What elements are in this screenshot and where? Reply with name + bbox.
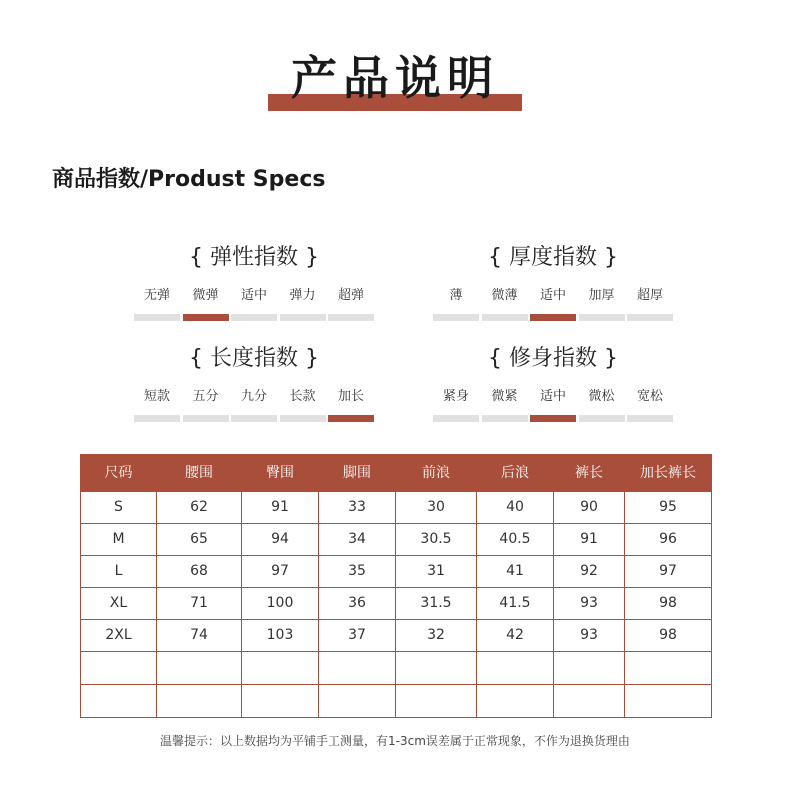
index-level-label: 超厚: [636, 288, 663, 303]
index-level: [433, 388, 479, 428]
table-cell: [625, 651, 712, 684]
index-level-bar-active: [183, 314, 229, 321]
table-cell: [242, 651, 319, 684]
table-header-cell: 腰围: [157, 454, 242, 491]
table-header-cell: 臀围: [242, 454, 319, 491]
index-level-bar: [579, 314, 625, 321]
index-title: { 厚度指数 }: [488, 245, 618, 270]
table-body: [81, 491, 712, 717]
index-level-label: 超弹: [337, 288, 364, 303]
table-cell: 42: [477, 619, 554, 651]
table-header-row: [81, 454, 712, 491]
thickness-index: [433, 244, 673, 334]
index-level-bar: [280, 415, 326, 422]
index-level-bar: [627, 314, 673, 321]
index-level: [134, 287, 180, 327]
index-level-bar-active: [530, 314, 576, 321]
index-level: [280, 287, 326, 327]
table-row: [81, 619, 712, 651]
index-level-label: 适中: [539, 288, 566, 303]
index-level-bar-active: [328, 415, 374, 422]
table-cell: 41.5: [477, 587, 554, 619]
index-level: [328, 388, 374, 428]
table-cell: [319, 651, 396, 684]
index-title: { 长度指数 }: [189, 346, 319, 371]
table-cell: 93: [554, 619, 625, 651]
table-row: [81, 555, 712, 587]
table-cell: 97: [242, 555, 319, 587]
index-level-label: 适中: [539, 389, 566, 404]
table-cell: 98: [625, 587, 712, 619]
index-level-label: 微弹: [192, 288, 219, 303]
table-cell: 94: [242, 523, 319, 555]
table-cell: 37: [319, 619, 396, 651]
index-level: [482, 388, 528, 428]
table-cell: 31: [396, 555, 477, 587]
table-cell: [477, 651, 554, 684]
index-level-bar-active: [530, 415, 576, 422]
length-index: [134, 345, 374, 435]
index-level-label: 弹力: [289, 288, 316, 303]
table-cell: 31.5: [396, 587, 477, 619]
table-header-cell: 脚围: [319, 454, 396, 491]
table-cell: [396, 684, 477, 717]
index-level: [183, 287, 229, 327]
index-level: [530, 388, 576, 428]
table-cell: 2XL: [81, 619, 157, 651]
table-header-cell: 裤长: [554, 454, 625, 491]
index-level: [579, 287, 625, 327]
index-level-bar: [482, 415, 528, 422]
table-cell: 93: [554, 587, 625, 619]
table-cell: [625, 684, 712, 717]
index-levels: [433, 388, 673, 428]
table-cell: [477, 684, 554, 717]
index-level-label: 薄: [449, 288, 463, 303]
table-cell: [319, 684, 396, 717]
elasticity-index: [134, 244, 374, 334]
index-level: [328, 287, 374, 327]
table-cell: 98: [625, 619, 712, 651]
index-level-label: 微松: [588, 389, 615, 404]
table-cell: 91: [554, 523, 625, 555]
index-level-label: 宽松: [636, 389, 663, 404]
table-cell: [81, 684, 157, 717]
index-level-bar: [433, 314, 479, 321]
table-cell: 41: [477, 555, 554, 587]
index-level-bar: [183, 415, 229, 422]
table-cell: 32: [396, 619, 477, 651]
index-level-bar: [433, 415, 479, 422]
index-levels: [134, 388, 374, 428]
index-level: [627, 287, 673, 327]
table-header-cell: 加长裤长: [625, 454, 712, 491]
table-cell: [242, 684, 319, 717]
index-level-label: 九分: [240, 389, 267, 404]
index-level: [231, 287, 277, 327]
index-level-bar: [134, 415, 180, 422]
title-banner: [0, 46, 790, 116]
index-level-bar: [134, 314, 180, 321]
table-cell: 30: [396, 491, 477, 523]
index-level-bar: [280, 314, 326, 321]
table-cell: 100: [242, 587, 319, 619]
index-level-label: 微紧: [491, 389, 518, 404]
index-level-bar: [231, 314, 277, 321]
index-level: [482, 287, 528, 327]
table-row: [81, 651, 712, 684]
table-row: [81, 523, 712, 555]
table-cell: 30.5: [396, 523, 477, 555]
index-levels: [433, 287, 673, 327]
table-cell: [157, 651, 242, 684]
table-cell: 97: [625, 555, 712, 587]
table-cell: 103: [242, 619, 319, 651]
measurement-note: 温馨提示：以上数据均为平铺手工测量，有1-3cm误差属于正常现象，不作为退换货理由: [160, 734, 630, 748]
index-level: [231, 388, 277, 428]
index-level-label: 紧身: [442, 389, 469, 404]
table-cell: 90: [554, 491, 625, 523]
table-cell: [554, 684, 625, 717]
index-level-bar: [579, 415, 625, 422]
table-cell: 92: [554, 555, 625, 587]
table-cell: 71: [157, 587, 242, 619]
table-cell: [81, 651, 157, 684]
index-level-label: 适中: [240, 288, 267, 303]
index-levels: [134, 287, 374, 327]
index-level-label: 加长: [337, 389, 364, 404]
index-level-bar: [627, 415, 673, 422]
index-level-bar: [482, 314, 528, 321]
index-title: { 修身指数 }: [488, 346, 618, 371]
table-row: [81, 491, 712, 523]
index-level: [530, 287, 576, 327]
table-cell: 34: [319, 523, 396, 555]
table-header-cell: 后浪: [477, 454, 554, 491]
table-row: [81, 684, 712, 717]
section-heading: 商品指数/Produst Specs: [52, 167, 326, 192]
table-cell: 36: [319, 587, 396, 619]
index-level-label: 微薄: [491, 288, 518, 303]
index-level: [627, 388, 673, 428]
table-cell: [396, 651, 477, 684]
size-table: [80, 454, 712, 718]
table-cell: 65: [157, 523, 242, 555]
index-level-label: 加厚: [588, 288, 615, 303]
index-level-bar: [328, 314, 374, 321]
table-cell: 40: [477, 491, 554, 523]
table-cell: 40.5: [477, 523, 554, 555]
table-cell: 91: [242, 491, 319, 523]
table-cell: 33: [319, 491, 396, 523]
index-level: [280, 388, 326, 428]
fit-index: [433, 345, 673, 435]
index-level: [579, 388, 625, 428]
table-header-cell: 尺码: [81, 454, 157, 491]
table-cell: 62: [157, 491, 242, 523]
table-header-cell: 前浪: [396, 454, 477, 491]
index-level-label: 五分: [192, 389, 219, 404]
index-level-label: 长款: [289, 389, 316, 404]
index-level: [183, 388, 229, 428]
table-cell: [157, 684, 242, 717]
table-cell: 68: [157, 555, 242, 587]
table-cell: 96: [625, 523, 712, 555]
table-cell: 74: [157, 619, 242, 651]
page-title: 产品说明: [291, 51, 499, 105]
table-cell: L: [81, 555, 157, 587]
table-cell: S: [81, 491, 157, 523]
table-cell: 95: [625, 491, 712, 523]
index-title: { 弹性指数 }: [189, 245, 319, 270]
table-row: [81, 587, 712, 619]
table-cell: 35: [319, 555, 396, 587]
table-cell: XL: [81, 587, 157, 619]
index-level: [433, 287, 479, 327]
index-level-label: 无弹: [143, 288, 170, 303]
table-cell: M: [81, 523, 157, 555]
index-level-bar: [231, 415, 277, 422]
table-cell: [554, 651, 625, 684]
index-level-label: 短款: [143, 389, 170, 404]
index-level: [134, 388, 180, 428]
